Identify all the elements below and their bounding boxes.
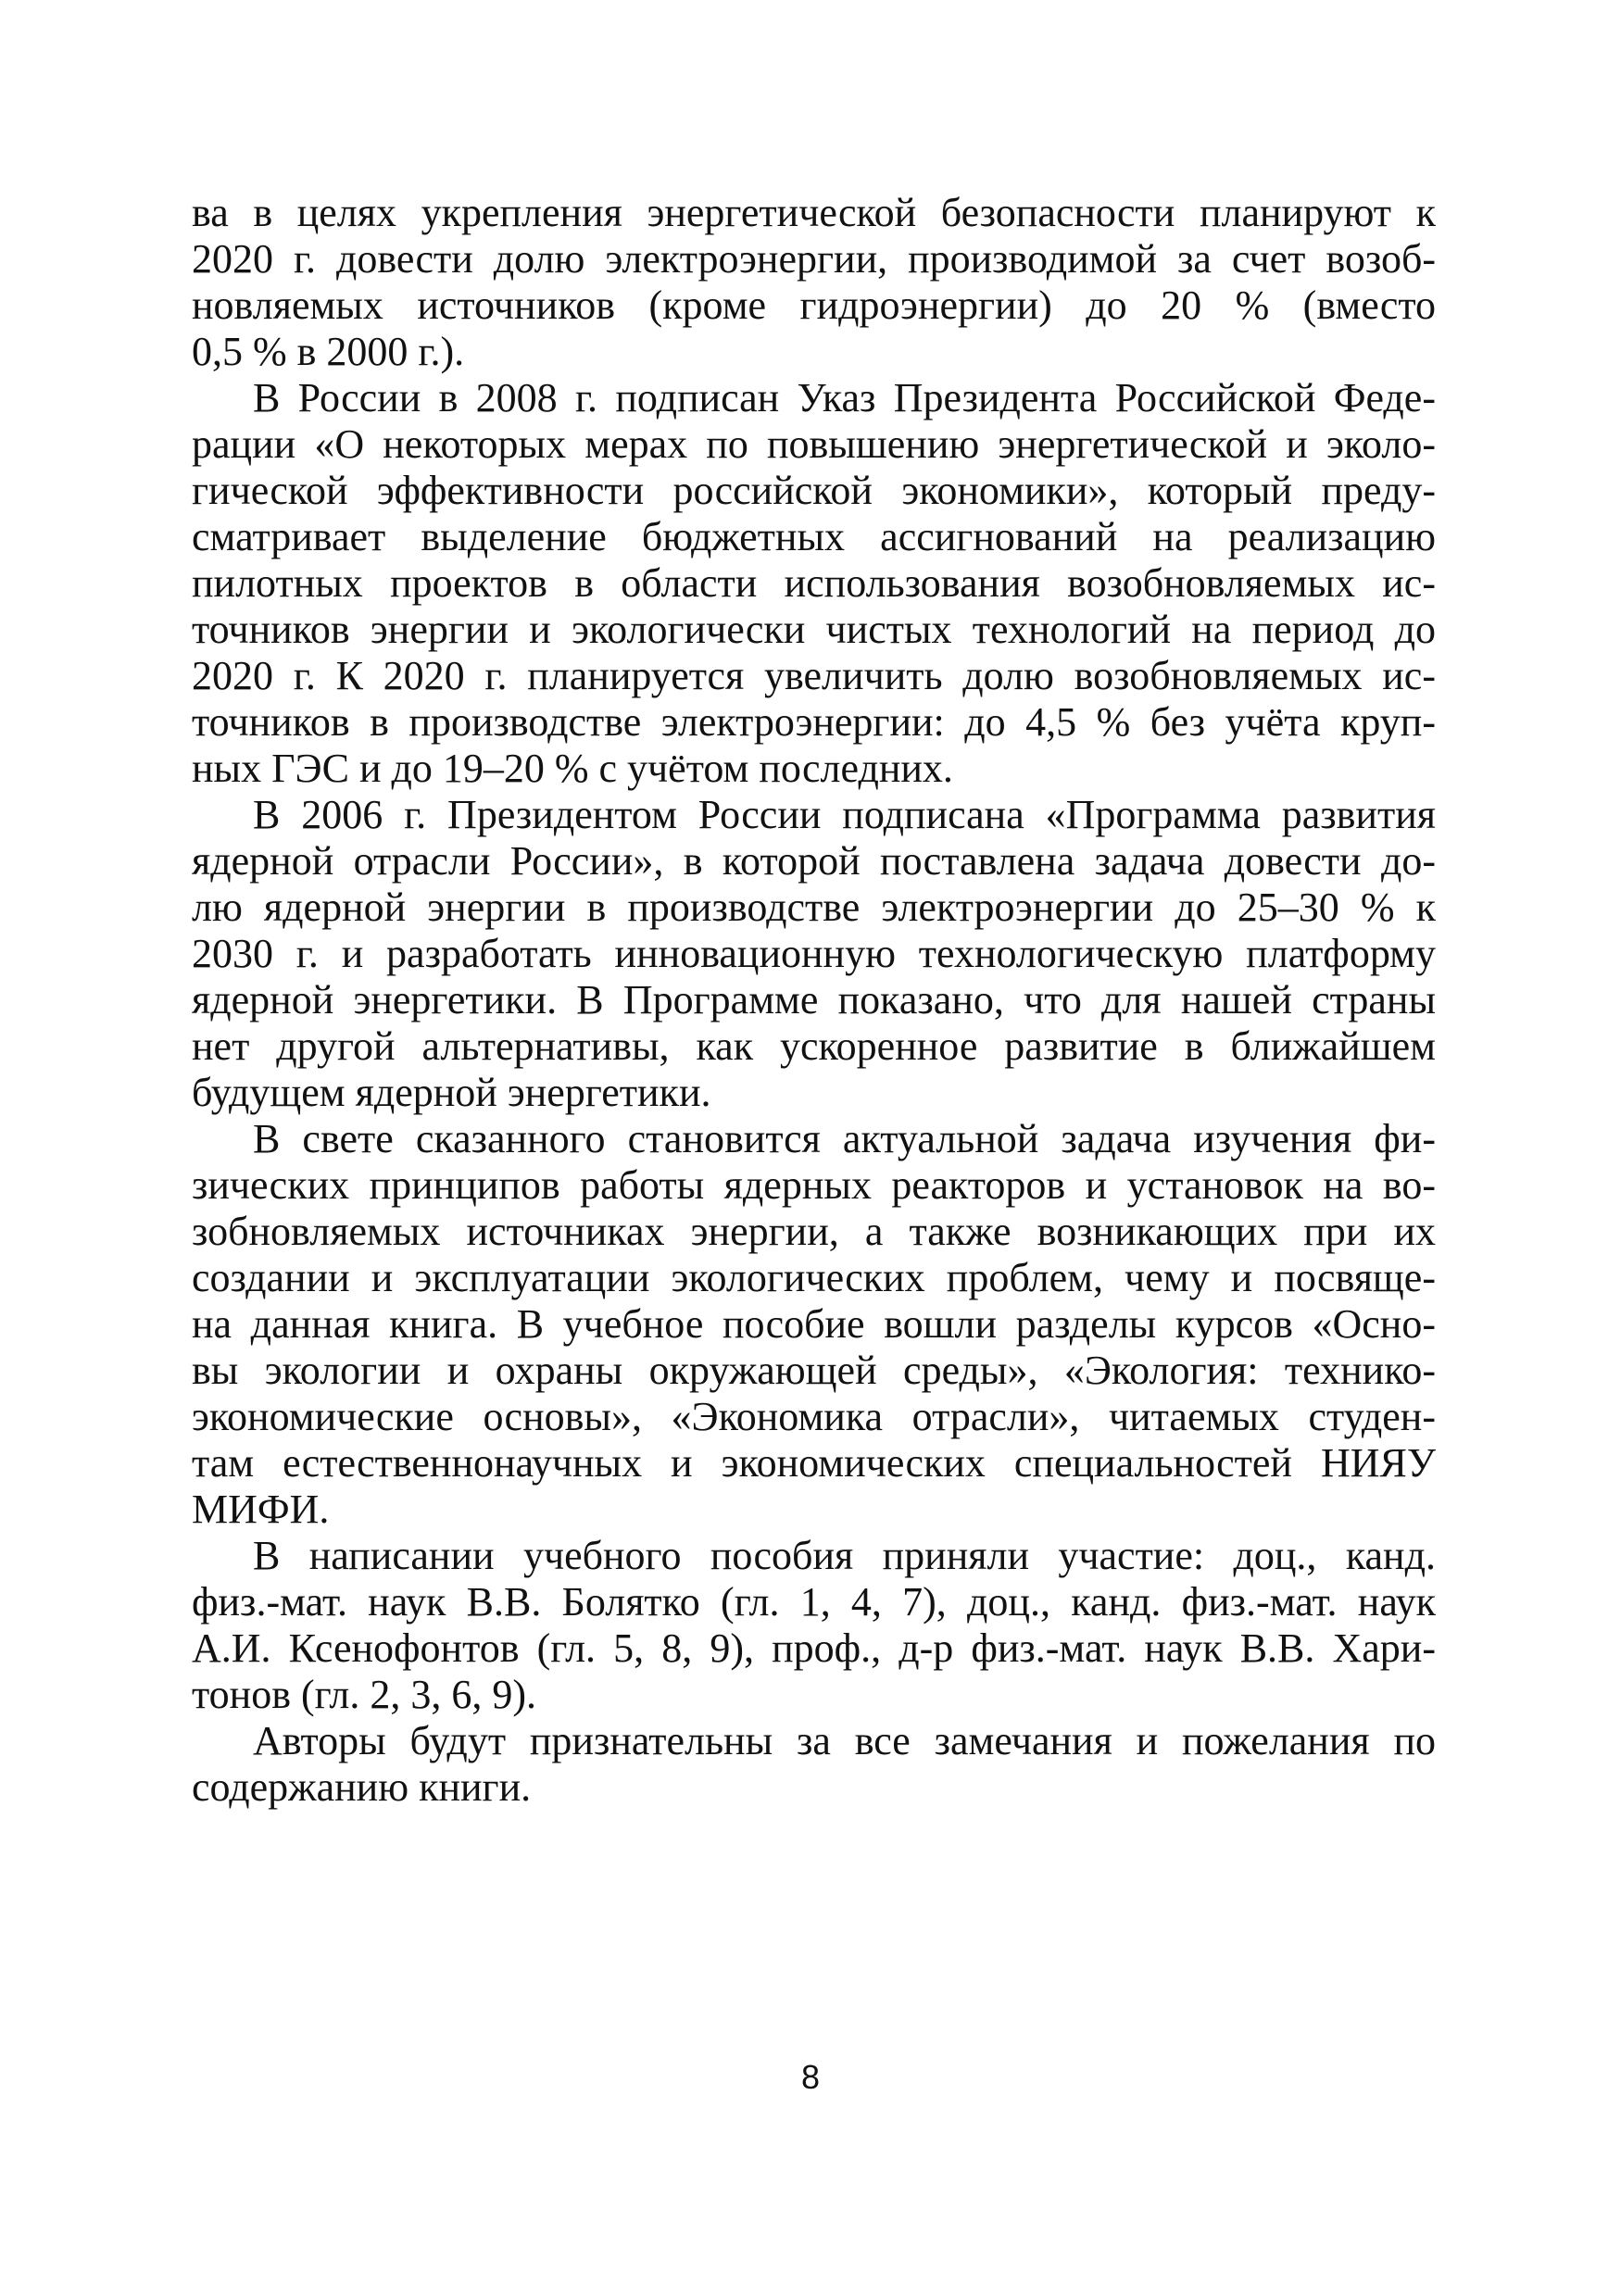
page-number: 8 bbox=[800, 2058, 821, 2096]
text-line: вы экологии и охраны окружающей среды», «Экология: технико- bbox=[192, 1348, 1436, 1393]
text-line: 2020 г. К 2020 г. планируется увеличить долю возобновляемых ис- bbox=[192, 653, 1436, 698]
text-line: физ.-мат. наук В.В. Болятко (гл. 1, 4, 7), доц., канд. физ.-мат. наук bbox=[192, 1579, 1436, 1625]
text-line: точников в производстве электроэнергии: до 4,5 % без учёта круп- bbox=[192, 699, 1436, 745]
text-line: создании и эксплуатации экологических проблем, чему и посвяще- bbox=[192, 1255, 1436, 1300]
text-line: ядерной энергетики. В Программе показано, что для нашей страны bbox=[192, 977, 1436, 1023]
text-line: ядерной отрасли России», в которой поставлена задача довести до- bbox=[192, 838, 1436, 884]
text-line: ва в целях укрепления энергетической безопасности планируют к bbox=[192, 190, 1436, 235]
text-line: В России в 2008 г. подписан Указ Президента Российской Феде- bbox=[253, 375, 1436, 420]
text-line: нет другой альтернативы, как ускоренное развитие в ближайшем bbox=[192, 1023, 1436, 1069]
text-line: Авторы будут признательны за все замечания и пожелания по bbox=[253, 1718, 1436, 1763]
text-line: 2030 г. и разработать инновационную технологическую платформу bbox=[192, 931, 1436, 976]
text-line: новляемых источников (кроме гидроэнергии) до 20 % (вместо bbox=[192, 282, 1436, 328]
text-line: сматривает выделение бюджетных ассигнований на реализацию bbox=[192, 514, 1436, 559]
text-line: экономические основы», «Экономика отрасли», читаемых студен- bbox=[192, 1394, 1436, 1439]
text-line: В написании учебного пособия приняли участие: доц., канд. bbox=[253, 1533, 1436, 1578]
text-line: зобновляемых источниках энергии, а также возникающих при их bbox=[192, 1209, 1436, 1254]
text-line: точников энергии и экологически чистых технологий на период до bbox=[192, 607, 1436, 652]
text-line: тонов (гл. 2, 3, 6, 9). bbox=[192, 1672, 537, 1717]
text-line: ных ГЭС и до 19–20 % с учётом последних. bbox=[192, 746, 953, 791]
text-line: там естественнонаучных и экономических специальностей НИЯУ bbox=[192, 1440, 1436, 1486]
text-line: пилотных проектов в области использования возобновляемых ис- bbox=[192, 560, 1436, 606]
text-line: МИФИ. bbox=[192, 1487, 330, 1532]
body-text bbox=[192, 190, 1436, 1811]
text-line: лю ядерной энергии в производстве электроэнергии до 25–30 % к bbox=[192, 885, 1436, 930]
text-line: А.И. Ксенофонтов (гл. 5, 8, 9), проф., д-р физ.-мат. наук В.В. Хари- bbox=[192, 1625, 1436, 1671]
text-line: содержанию книги. bbox=[192, 1764, 532, 1810]
text-line: 2020 г. довести долю электроэнергии, производимой за счет возоб- bbox=[192, 236, 1436, 282]
text-line: рации «О некоторых мерах по повышению энергетической и эколо- bbox=[192, 421, 1436, 467]
text-line: будущем ядерной энергетики. bbox=[192, 1070, 711, 1115]
text-line: В свете сказанного становится актуальной задача изучения фи- bbox=[253, 1116, 1436, 1161]
text-line: В 2006 г. Президентом России подписана «Программа развития bbox=[253, 792, 1436, 837]
text-line: 0,5 % в 2000 г.). bbox=[192, 329, 465, 374]
text-line: зических принципов работы ядерных реакторов и установок на во- bbox=[192, 1162, 1436, 1208]
text-line: гической эффективности российской экономики», который преду- bbox=[192, 468, 1436, 513]
text-line: на данная книга. В учебное пособие вошли разделы курсов «Осно- bbox=[192, 1301, 1436, 1347]
